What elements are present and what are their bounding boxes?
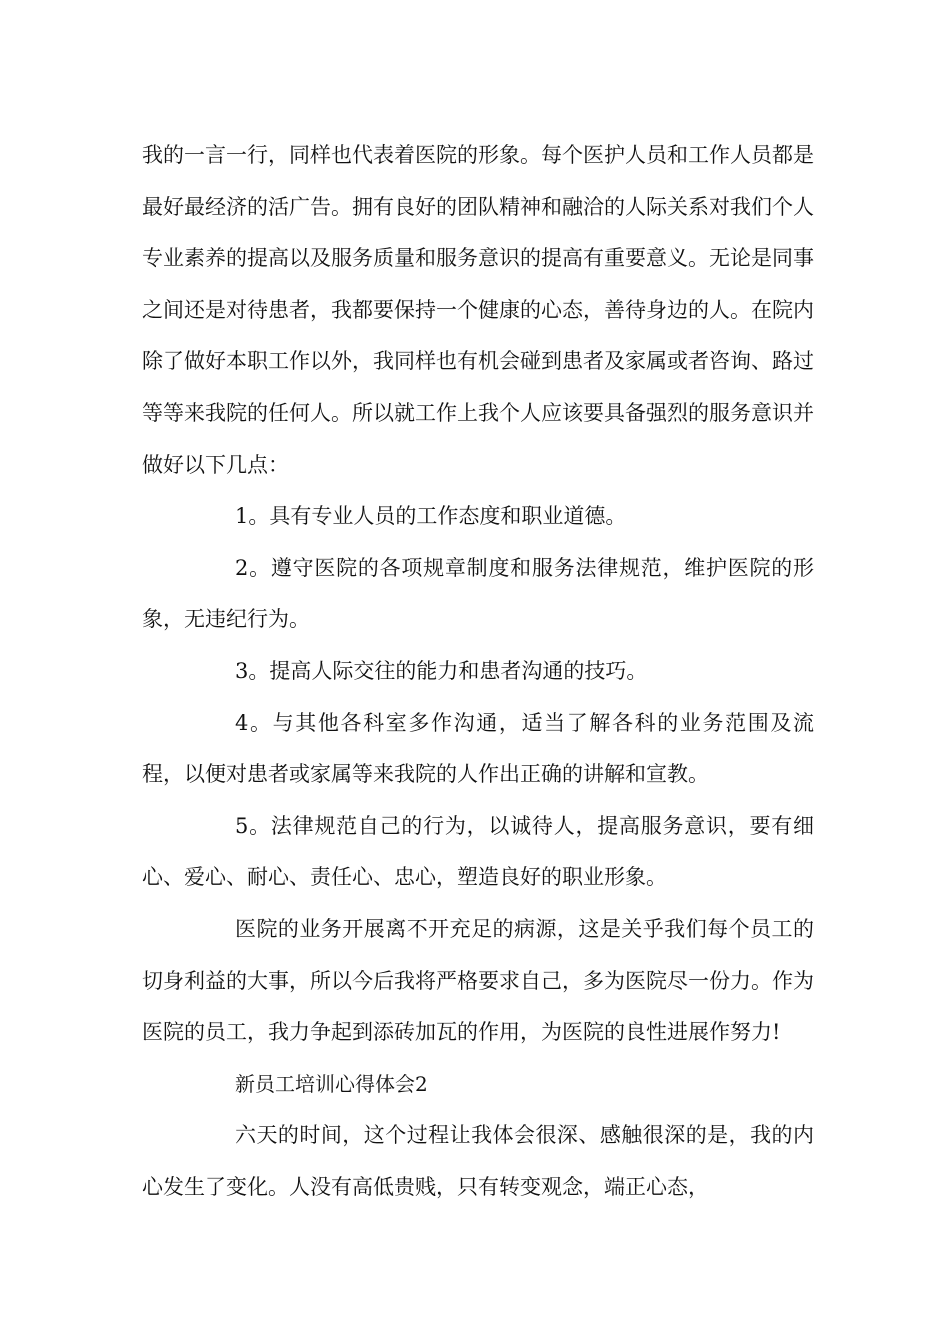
list-item-2: 2。遵守医院的各项规章制度和服务法律规范，维护医院的形象，无违纪行为。 bbox=[142, 555, 814, 632]
section-heading: 新员工培训心得体会2 bbox=[235, 1071, 428, 1096]
list-item-1: 1。具有专业人员的工作态度和职业道德。 bbox=[235, 504, 627, 529]
paragraph-intro: 我的一言一行，同样也代表着医院的形象。每个医护人员和工作人员都是最好最经济的活广告。拥有良好的团队精神和融洽的人际关系对我们个人专业素养的提高以及服务质量和服务意识的提高有重要意义。无论是同事之间还是对待患者，我都要保持一个健康的心态，善待身边的人。在院内除了做好本职工作以外，我同样也有机会碰到患者及家属或者咨询、路过等等来我院的任何人。所以就工作上我个人应该要具备强烈的服务意识并做好以下几点： bbox=[142, 143, 814, 477]
paragraph-conclusion: 医院的业务开展离不开充足的病源，这是关乎我们每个员工的切身利益的大事，所以今后我将严格要求自己，多为医院尽一份力。作为医院的员工，我力争起到添砖加瓦的作用，为医院的良性进展作努力! bbox=[142, 916, 814, 1045]
document-body bbox=[142, 130, 814, 1213]
list-item-4: 4。与其他各科室多作沟通，适当了解各科的业务范围及流程，以便对患者或家属等来我院的人作出正确的讲解和宣教。 bbox=[142, 710, 814, 787]
paragraph-closing: 六天的时间，这个过程让我体会很深、感触很深的是，我的内心发生了变化。人没有高低贵贱，只有转变观念，端正心态， bbox=[142, 1123, 814, 1199]
list-item-5: 5。法律规范自己的行为，以诚待人，提高服务意识，要有细心、爱心、耐心、责任心、忠心，塑造良好的职业形象。 bbox=[142, 813, 814, 890]
list-item-3: 3。提高人际交往的能力和患者沟通的技巧。 bbox=[235, 658, 648, 683]
